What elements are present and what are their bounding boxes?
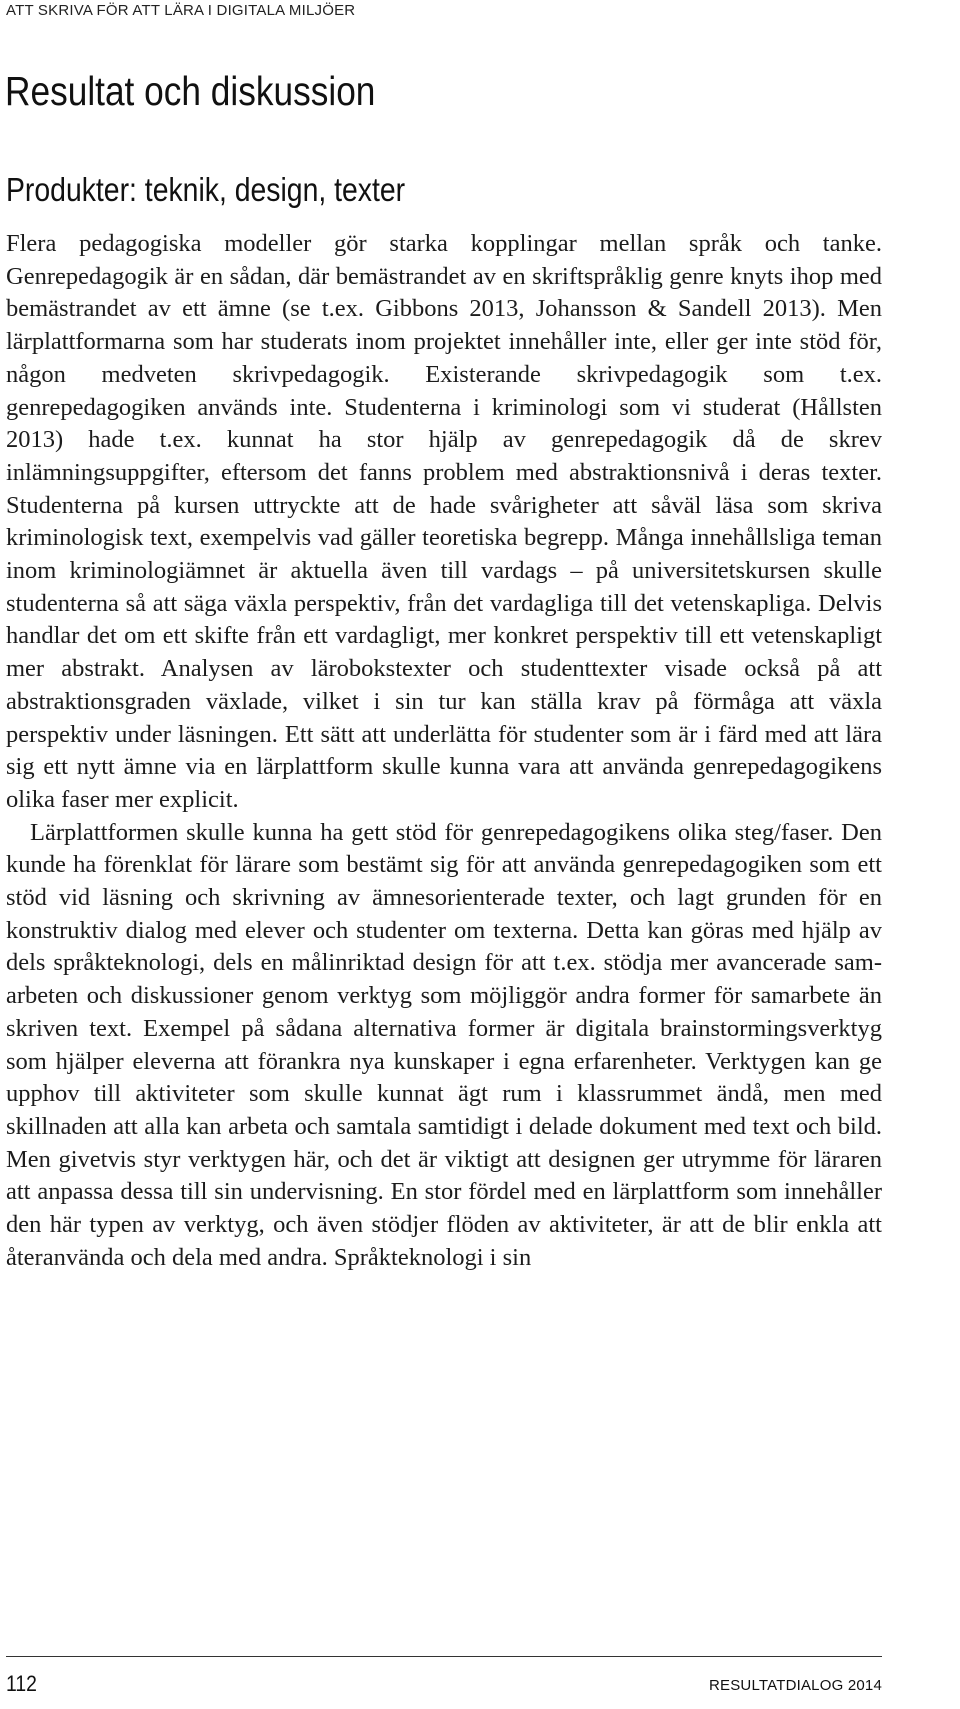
paragraph-2: Lärplattformen skulle kunna ha gett stöd för genrepedagogikens olika steg/faser. Den kunde ha förenklat för lärare som bestämt sig för att använda genrepedagogiken som ett stöd vid läsning och skrivning av ämnesorienterade texter, och lagt grunden för en konstruktiv dialog med elever och studenter om texterna. Detta kan göras med hjälp av dels språkteknologi, dels en målinriktad design för att t.ex. stödja mer avancerade samarbeten och diskussioner genom verktyg som möjliggör andra former för samarbete än skriven text. Exempel på sådana alternativa former är digitala brainstormingsverktyg som hjälper eleverna att förankra nya kunskaper i egna erfarenheter. Verktygen kan ge upphov till aktiviteter som skulle kunnat ägt rum i klassrummet ändå, men med skillnaden att alla kan arbeta och samtala samtidigt i delade dokument med text och bild. Men givetvis styr verktygen här, och det är viktigt att designen ger utrymme för läraren att anpassa dessa till sin undervisning. En stor fördel med en lärplattform som innehåller den här typen av verktyg, och även stödjer flöden av aktiviteter, är att de blir enkla att återanvända och dela med andra. Språkteknologi i sin (6, 818, 882, 1271)
footer-journal-title: RESULTATDIALOG 2014 (708, 1677, 882, 1694)
paragraph-1: Flera pedagogiska modeller gör starka kopplingar mellan språk och tanke. Genrepedagogik är en sådan, där bemästrandet av en skriftspråklig genre knyts ihop med bemästrandet av ett ämne (se t.ex. Gibbons 2013, Johansson & Sandell 2013). Men lärplattformarna som har studerats inom projektet innehåller inte, eller ger inte stöd för, någon medveten skrivpedagogik. Existerande skrivpedagogik som t.ex. genrepedagogiken används inte. Studenterna i kriminologi som vi studerat (Hållsten 2013) hade t.ex. kunnat ha stor hjälp av genrepedagogik då de skrev inlämningsuppgifter, eftersom det fanns problem med abstraktionsnivå i deras texter. Studenterna på kursen uttryckte att de hade svårigheter att såväl läsa som skriva kriminologisk text, exempelvis vad gäller teoretiska begrepp. Många innehållsliga teman inom kriminologiämnet är aktuella även till vardags – på universitetskursen skulle studenterna så att säga växla perspektiv, från det vardagliga till det vetenskapliga. Delvis handlar det om ett skifte från ett vardagligt, mer konkret perspektiv till ett vetenskapligt mer abstrakt. Analysen av lärobokstexter och studenttexter visade också på att abstraktionsgraden växlade, vilket i sin tur kan ställa krav på förmåga att växla perspektiv under läsningen. Ett sätt att underlätta för studenter som är i färd med att lära sig ett nytt ämne via en lärplattform skulle kunna vara att använda genrepedagogikens olika faser mer explicit. (6, 230, 882, 813)
page-number: 112 (6, 1671, 37, 1696)
footer-rule (6, 1656, 882, 1657)
section-heading: Produkter: teknik, design, texter (6, 171, 406, 208)
body-text (6, 228, 882, 1275)
page-title: Resultat och diskussion (5, 68, 376, 114)
running-head: ATT SKRIVA FÖR ATT LÄRA I DIGITALA MILJÖER (6, 2, 356, 19)
